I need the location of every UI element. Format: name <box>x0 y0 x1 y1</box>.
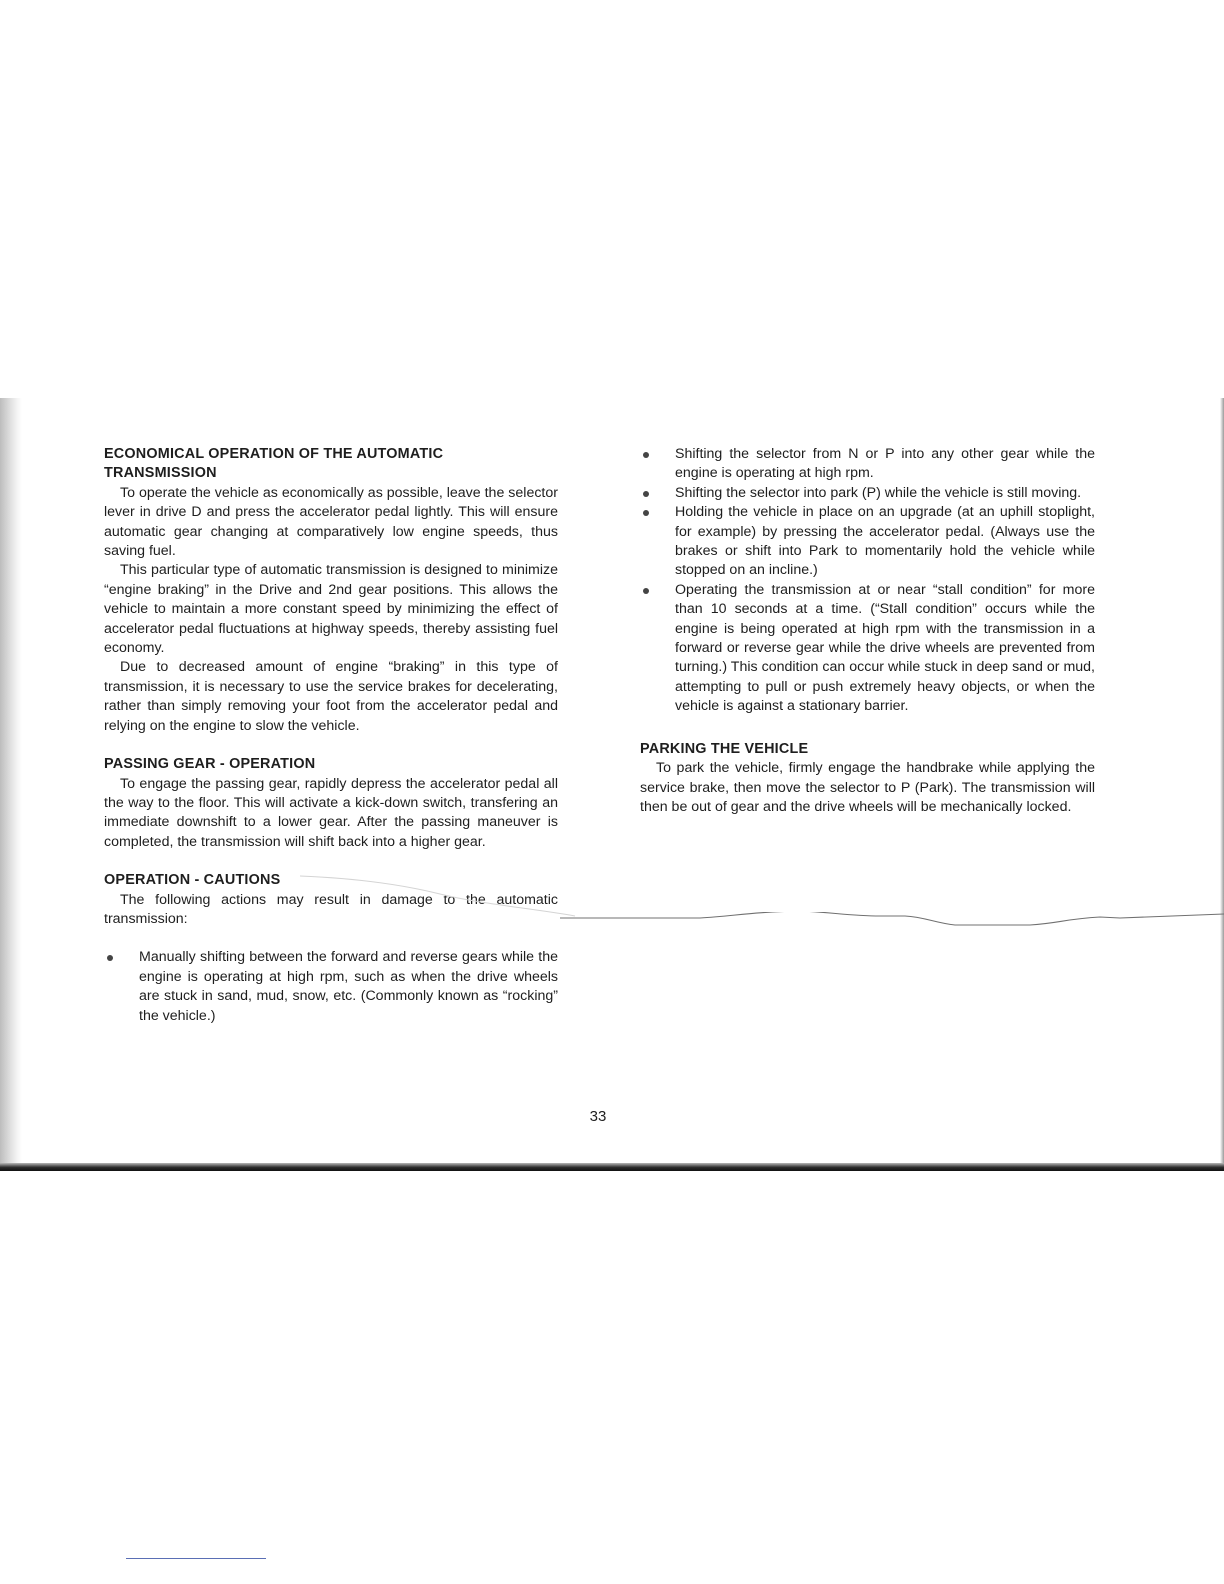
list-item-text: Operating the transmission at or near “stall condition” for more than 10 seconds at a time. (“Stall condition” occurs while the engine is being operated at high rpm with the transmission in a forward or reverse gear while the drive wheels are prevented from turning.) This condition can occur while stuck in deep sand or mud, attempting to pull or push extremely heavy objects, or when the vehicle is against a stationary barrier. <box>675 581 1095 715</box>
list-item <box>640 503 1095 581</box>
list-item-text: Manually shifting between the forward and reverse gears while the engine is operating at high rpm, such as when the drive wheels are stuck in sand, mud, snow, etc. (Commonly known as “rocking” the vehicle.) <box>139 949 558 1024</box>
economical-paragraph-2: This particular type of automatic transmission is designed to minimize “engine braking” in the Drive and 2nd gear positions. This allows the vehicle to maintain a more constant speed by minimizing the effect of accelerator pedal fluctuations at highway speeds, thereby assisting fuel economy. <box>104 562 558 657</box>
passing-gear-paragraph: To engage the passing gear, rapidly depress the accelerator pedal all the way to the floor. This will activate a kick-down switch, transfering an immediate downshift to a lower gear. After the passing maneuver is completed, the transmission will shift back into a higher gear. <box>104 775 558 850</box>
section-spacer <box>104 929 558 948</box>
cautions-intro: The following actions may result in damage to the automatic transmission: <box>104 891 558 927</box>
footer-rule <box>126 1558 266 1559</box>
cautions-list-right <box>640 445 1095 717</box>
bullet-icon <box>643 491 649 497</box>
page-bottom-edge <box>0 1163 1224 1171</box>
cautions-list-left <box>104 948 558 1026</box>
list-item-text: Holding the vehicle in place on an upgrade (at an uphill stoplight, for example) by pressing the accelerator pedal. (Always use the brakes or shift into Park to momentarily hold the vehicle while stopped on an incline.) <box>675 504 1095 579</box>
economical-operation-heading: ECONOMICAL OPERATION OF THE AUTOMATIC TRANSMISSION <box>104 446 444 482</box>
page-number: 33 <box>589 1108 607 1125</box>
section-spacer <box>104 852 558 871</box>
page-right-edge <box>1220 398 1224 1168</box>
bullet-icon <box>643 588 649 594</box>
parking-paragraph: To park the vehicle, firmly engage the handbrake while applying the service brake, then move the selector to P (Park). The transmission will then be out of gear and the drive wheels will be mechanically locked. <box>640 760 1095 815</box>
scan-crease-line <box>560 912 1224 932</box>
list-item-text: Shifting the selector from N or P into any other gear while the engine is operating at high rpm. <box>675 446 1095 482</box>
bullet-icon <box>643 452 649 458</box>
list-item-text: Shifting the selector into park (P) while the vehicle is still moving. <box>675 484 1082 501</box>
operation-cautions-heading: OPERATION - CAUTIONS <box>104 872 281 889</box>
scan-fold-mark <box>290 872 580 922</box>
economical-paragraph-3: Due to decreased amount of engine “braking” in this type of transmission, it is necessary to use the service brakes for decelerating, rather than simply removing your foot from the accelerator pedal and relying on the engine to slow the vehicle. <box>104 659 558 734</box>
list-item <box>640 581 1095 717</box>
left-column <box>104 445 558 1026</box>
passing-gear-heading: PASSING GEAR - OPERATION <box>104 756 316 773</box>
section-spacer <box>104 736 558 755</box>
list-item <box>104 948 558 1026</box>
bullet-icon <box>107 955 113 961</box>
economical-paragraph-1: To operate the vehicle as economically as possible, leave the selector lever in drive D and press the accelerator pedal lightly. This will ensure automatic gear changing at comparatively low engine speeds, thus saving fuel. <box>104 484 558 560</box>
parking-heading: PARKING THE VEHICLE <box>640 740 809 757</box>
list-item <box>640 484 1095 503</box>
section-spacer <box>640 717 1095 740</box>
list-item <box>640 445 1095 484</box>
bullet-icon <box>643 510 649 516</box>
right-column <box>640 445 1095 817</box>
binding-shadow <box>0 398 22 1168</box>
